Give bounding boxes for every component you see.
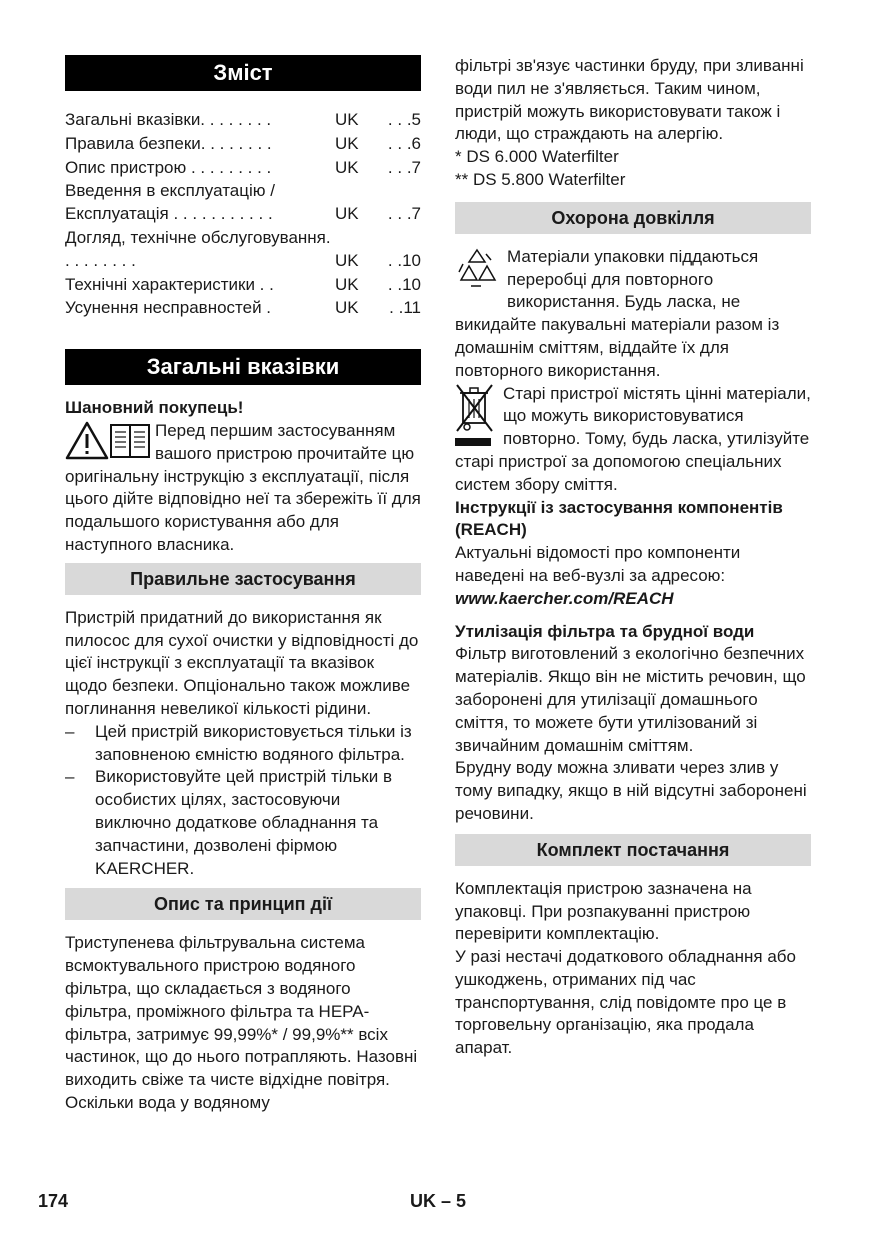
- reach-title: Інструкції із застосування компонентів (REACH): [455, 497, 783, 540]
- toc-entry-lang: UK: [335, 133, 359, 153]
- table-of-contents: [65, 109, 421, 320]
- toc-entry-title: Догляд, технічне обслуговування. . . . . . . . .: [65, 227, 331, 270]
- toc-entry-lang: UK: [335, 274, 359, 294]
- toc-entry-page: . . .7: [387, 204, 421, 224]
- toc-entry-title: Опис пристрою . . . . . . . . .: [65, 157, 272, 177]
- section-title-delivery: Комплект постачання: [455, 834, 811, 866]
- toc-entry-title: Усунення несправностей .: [65, 298, 272, 318]
- filter-disposal-title: Утилізація фільтра та брудної води: [455, 621, 755, 641]
- toc-entry-page: . .10: [387, 274, 421, 294]
- page-number: 174: [38, 1191, 69, 1211]
- toc-entry-lang: UK: [335, 250, 359, 270]
- recycle-icon: [455, 246, 501, 292]
- greeting: Шановний покупець!: [65, 398, 244, 418]
- delivery-text-1: Комплектація пристрою зазначена на упаковці. При розпакуванні пристрою перевірити комплектацію.: [455, 878, 752, 944]
- toc-entry-title: Загальні вказівки. . . . . . . .: [65, 110, 272, 129]
- crossed-bin-icon: [455, 383, 499, 449]
- proper-use-list: [65, 721, 421, 881]
- dirty-water-text: Брудну воду можна зливати через злив у тому випадку, якщо в ній відсутні заборонені речовини.: [455, 758, 807, 823]
- toc-entry-lang: UK: [335, 110, 359, 129]
- recycle-notice: [455, 246, 811, 383]
- toc-entry-lang: UK: [335, 204, 359, 224]
- right-column: [455, 55, 811, 1060]
- section-title-environment: Охорона довкілля: [455, 202, 811, 234]
- toc-entry[interactable]: [65, 133, 421, 156]
- function-text-continued: фільтрі зв'язує частинки бруду, при зливанні води пил не з'являється. Таким чином, пристрій можуть використовувати також і люди, що страждають на алергію.: [455, 56, 804, 144]
- section-title-general: Загальні вказівки: [65, 349, 421, 385]
- section-title-proper-use: Правильне застосування: [65, 563, 421, 595]
- weee-text: Старі пристрої містять цінні матеріали, що можуть використовуватися повторно. Тому, будь ласка, утилізуйте старі пристрої за допомогою спеціальних систем збору сміття.: [455, 383, 811, 494]
- toc-entry[interactable]: [65, 297, 421, 320]
- reach-link[interactable]: www.kaercher.com/REACH: [455, 588, 674, 608]
- reach-text: Актуальні відомості про компоненти наведені на веб-вузлі за адресою:: [455, 543, 741, 585]
- delivery-text-2: У разі нестачі додаткового обладнання або ушкоджень, отриманих під час транспортування, слід повідомте про це в торговельну організацію, яка продала апарат.: [455, 947, 796, 1058]
- left-column: [65, 55, 421, 1115]
- section-page-label: UK – 5: [410, 1191, 467, 1211]
- footnote-2: ** DS 5.800 Waterfilter: [455, 169, 626, 189]
- proper-use-intro: Пристрій придатний до використання як пилосос для сухої очистки у відповідності до цієї інструкції з експлуатації та вказівок щодо безпеки. Опціонально також можливе поглинання невеликої кількості рідини.: [65, 607, 419, 718]
- function-text: Триступенева фільтрувальна система всмоктувального пристрою водяного фільтра, що складається з водяного фільтра, проміжного фільтра та HEPA-фільтра, затримує 99,99%* / 99,9%** всіх частинок, що до нього потрапляють. Назовні виходить свіже та чисте відхідне повітря. Оскільки вода у водяному: [65, 933, 418, 1112]
- warning-text: Перед першим застосуванням вашого пристрою прочитайте цю оригінальну інструкцію з експлуатації, після цього дійте відповідно неї та збережіть її для подальшого користування або для наступного власника.: [65, 420, 421, 554]
- weee-notice: [455, 383, 811, 497]
- filter-disposal-text: Фільтр виготовлений з екологічно безпечних матеріалів. Якщо він не містить речовин, що заборонені для утилізації домашнього сміття, то можете бути утилізований зі звичайним домашнім сміттям.: [455, 644, 806, 755]
- toc-entry[interactable]: [65, 180, 421, 226]
- open-book-icon: [111, 425, 149, 457]
- warning-icons: [65, 420, 153, 462]
- weee-bar: [455, 438, 491, 446]
- toc-entry-page: . . .7: [387, 157, 421, 177]
- toc-entry[interactable]: [65, 109, 421, 132]
- warning-notice: [65, 420, 421, 557]
- toc-entry[interactable]: [65, 157, 421, 180]
- section-title-function: Опис та принцип дії: [65, 888, 421, 920]
- footnote-1: * DS 6.000 Waterfilter: [455, 147, 619, 167]
- toc-entry-title: Технічні характеристики . .: [65, 274, 274, 294]
- recycle-text: Матеріали упаковки піддаються переробці для повторного використання. Будь ласка, не викидайте пакувальні матеріали разом із домашнім сміттям, віддайте їх для повторного використання.: [455, 246, 780, 380]
- toc-entry-page: . .10: [387, 250, 421, 270]
- toc-entry-title: Введення в експлуатацію / Експлуатація . . . . . . . . . . .: [65, 181, 275, 224]
- list-item: – Цей пристрій використовується тільки із заповненою ємністю водяного фільтра.: [65, 721, 421, 767]
- toc-entry[interactable]: [65, 274, 421, 297]
- toc-entry-title: Правила безпеки. . . . . . . .: [65, 133, 272, 153]
- toc-entry-lang: UK: [335, 298, 359, 318]
- toc-entry-page: . . .6: [387, 133, 421, 153]
- toc-title: Зміст: [65, 55, 421, 91]
- list-item: – Використовуйте цей пристрій тільки в особистих цілях, застосовуючи виключно додаткове обладнання та запчастини, дозволені фірмою KAERCHER.: [65, 766, 421, 880]
- toc-entry[interactable]: [65, 227, 421, 273]
- toc-entry-page: . . .5: [387, 110, 421, 129]
- toc-entry-page: . .11: [389, 298, 421, 318]
- warning-triangle-icon: [67, 423, 107, 458]
- toc-entry-lang: UK: [335, 157, 359, 177]
